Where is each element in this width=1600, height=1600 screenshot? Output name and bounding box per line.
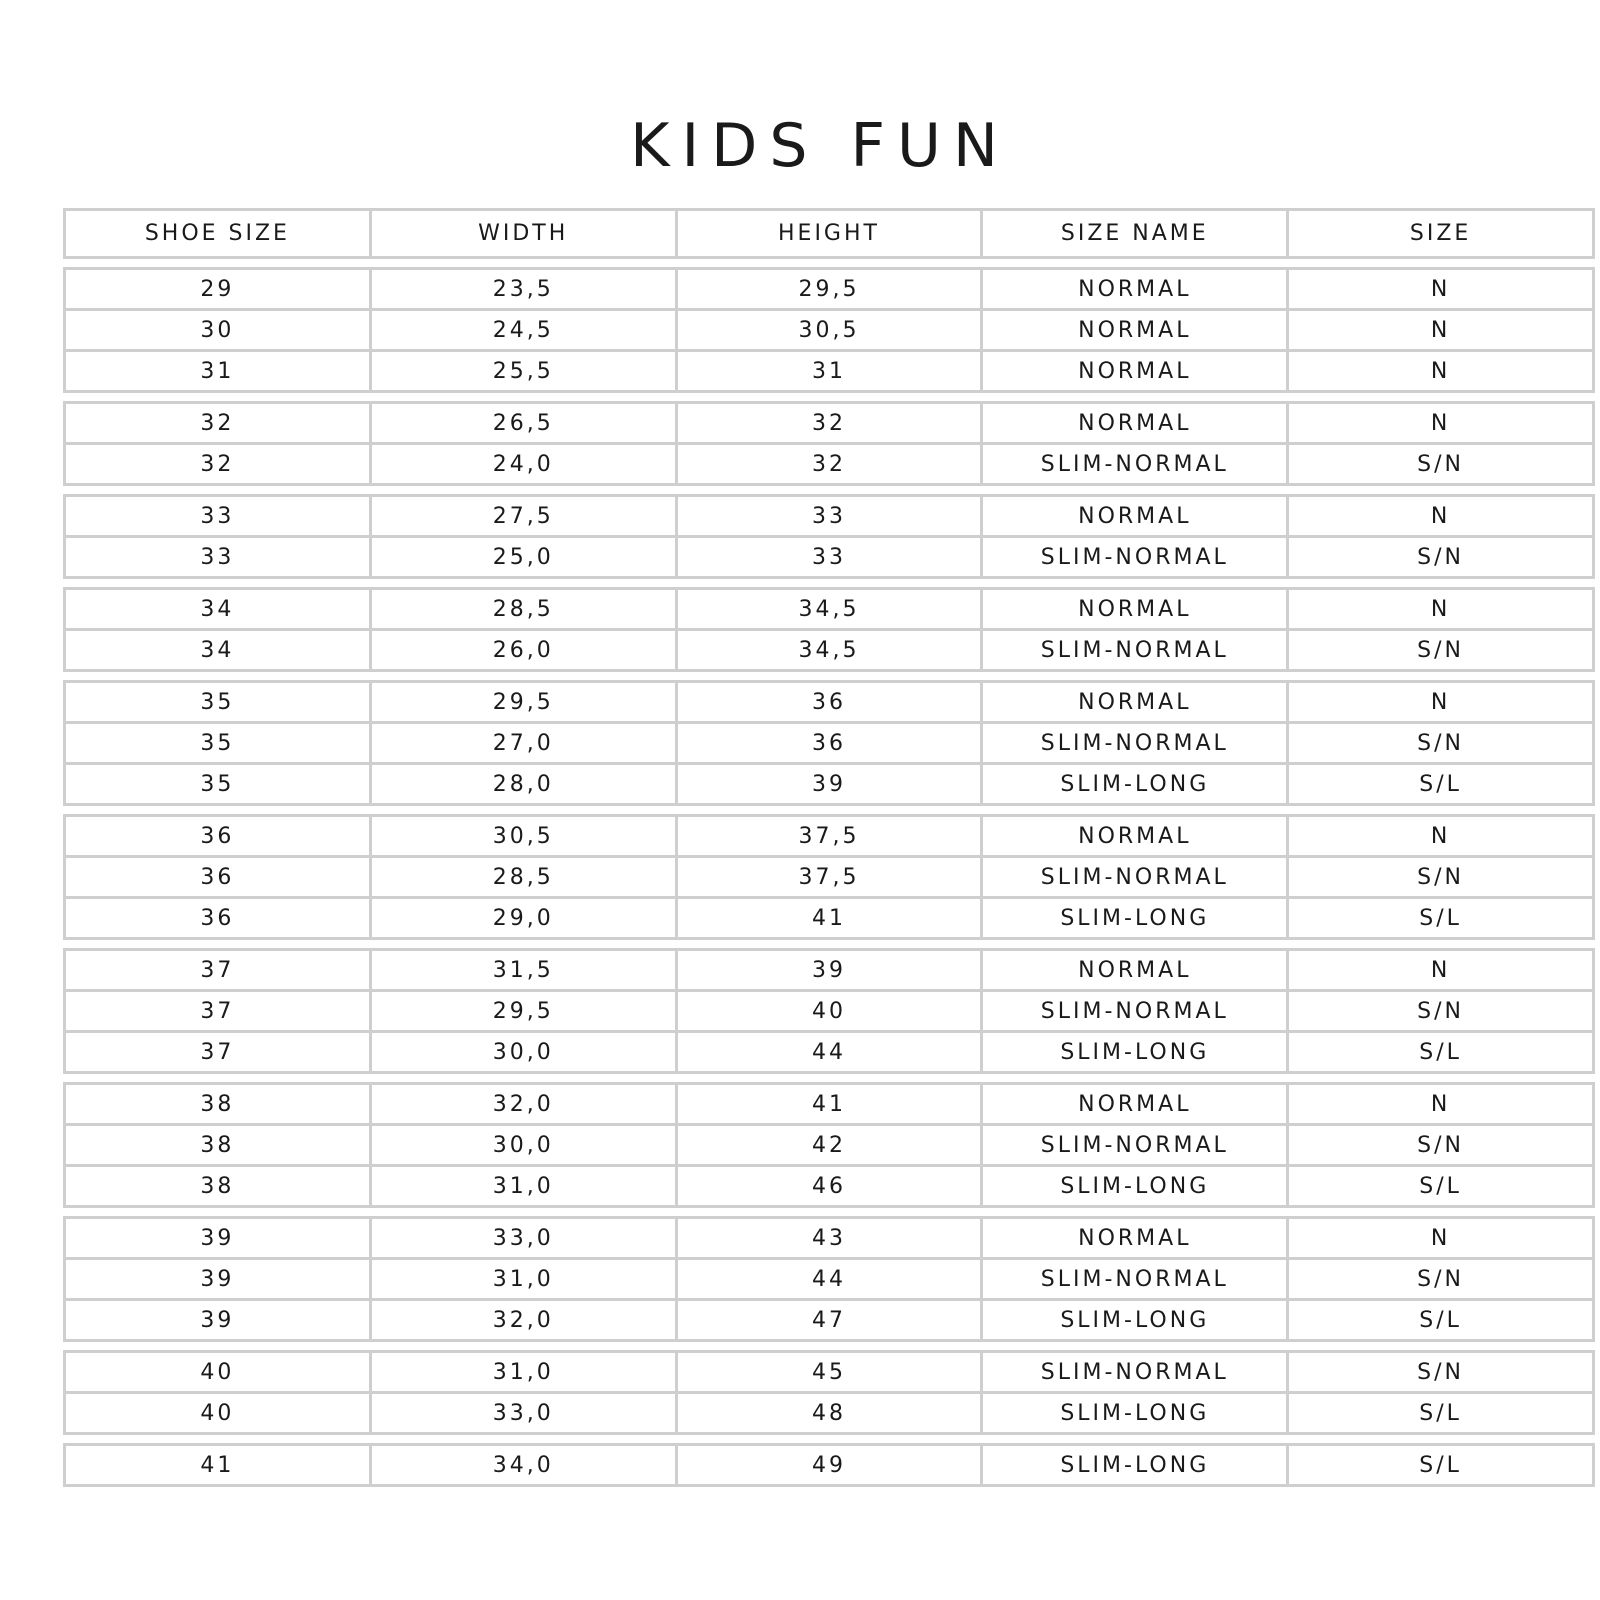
cell-width: 29,5 [369,992,675,1030]
cell-width: 24,5 [369,311,675,349]
cell-shoe-size: 41 [200,1452,235,1478]
cell-shoe-size: 36 [200,864,235,890]
table-row [66,1446,1592,1484]
header-size: SIZE [1286,211,1592,256]
cell-shoe-size: 33 [200,503,235,529]
cell-height: 49 [675,1446,981,1484]
cell-size: S/N [1286,631,1592,669]
cell-height: 34,5 [675,590,981,628]
table-row [66,590,1592,628]
cell-size-name: SLIM-LONG [980,1167,1286,1205]
table-row [66,270,1592,308]
cell-width: 34,0 [369,1446,675,1484]
cell-shoe-size: 30 [200,317,235,343]
cell-width: 27,0 [369,724,675,762]
page-title: KIDS FUN [630,111,1010,181]
cell-size-name: NORMAL [980,1085,1286,1123]
cell-size-name: SLIM-NORMAL [980,1126,1286,1164]
cell-width: 32,0 [369,1301,675,1339]
table-row [66,628,1592,669]
table-header [63,208,1595,259]
cell-size-name: SLIM-NORMAL [980,1353,1286,1391]
cell-shoe-size: 39 [200,1225,235,1251]
cell-shoe-size: 38 [200,1091,235,1117]
cell-width: 26,5 [369,404,675,442]
table-body [63,267,1595,1487]
size-group [63,401,1595,486]
cell-height: 34,5 [675,631,981,669]
cell-size-name: NORMAL [980,497,1286,535]
cell-height: 31 [675,352,981,390]
cell-size-name: SLIM-LONG [980,1033,1286,1071]
header-size-name: SIZE NAME [980,211,1286,256]
cell-shoe-size: 38 [200,1132,235,1158]
cell-width: 24,0 [369,445,675,483]
cell-size: S/L [1286,1394,1592,1432]
cell-width: 31,0 [369,1167,675,1205]
cell-shoe-size: 40 [200,1359,235,1385]
cell-size-name: SLIM-NORMAL [980,538,1286,576]
table-row [66,535,1592,576]
cell-size: N [1286,683,1592,721]
cell-shoe-size: 40 [200,1400,235,1426]
cell-size-name: SLIM-LONG [980,1394,1286,1432]
size-group [63,948,1595,1074]
table-row [66,951,1592,989]
table-row [66,896,1592,937]
cell-shoe-size: 34 [200,637,235,663]
table-row [66,404,1592,442]
table-row [66,1085,1592,1123]
cell-size: N [1286,590,1592,628]
header-row [66,211,1592,256]
cell-width: 26,0 [369,631,675,669]
cell-height: 47 [675,1301,981,1339]
cell-height: 37,5 [675,858,981,896]
cell-width: 29,5 [369,683,675,721]
cell-shoe-size: 33 [200,544,235,570]
cell-height: 39 [675,951,981,989]
cell-height: 39 [675,765,981,803]
cell-size: N [1286,1085,1592,1123]
cell-size: S/L [1286,1301,1592,1339]
cell-size-name: NORMAL [980,951,1286,989]
cell-size-name: NORMAL [980,352,1286,390]
size-group [63,1216,1595,1342]
cell-height: 42 [675,1126,981,1164]
cell-shoe-size: 35 [200,689,235,715]
cell-height: 32 [675,404,981,442]
table-row [66,349,1592,390]
cell-shoe-size: 39 [200,1307,235,1333]
cell-width: 23,5 [369,270,675,308]
cell-height: 44 [675,1033,981,1071]
cell-height: 36 [675,724,981,762]
cell-size: S/L [1286,899,1592,937]
cell-size: S/N [1286,724,1592,762]
cell-shoe-size: 31 [200,358,235,384]
cell-size-name: NORMAL [980,817,1286,855]
header-shoe-size: SHOE SIZE [144,221,290,246]
cell-shoe-size: 35 [200,730,235,756]
cell-shoe-size: 39 [200,1266,235,1292]
cell-size: S/L [1286,1167,1592,1205]
size-group [63,1082,1595,1208]
cell-width: 28,0 [369,765,675,803]
cell-height: 44 [675,1260,981,1298]
cell-size-name: SLIM-LONG [980,765,1286,803]
cell-shoe-size: 32 [200,410,235,436]
cell-width: 31,0 [369,1260,675,1298]
table-row [66,721,1592,762]
cell-height: 33 [675,538,981,576]
cell-shoe-size: 37 [200,1039,235,1065]
cell-shoe-size: 35 [200,771,235,797]
size-group [63,587,1595,672]
cell-size: S/N [1286,1353,1592,1391]
cell-shoe-size: 36 [200,823,235,849]
cell-shoe-size: 38 [200,1173,235,1199]
table-row [66,683,1592,721]
cell-width: 29,0 [369,899,675,937]
cell-size: N [1286,404,1592,442]
size-group [63,1443,1595,1487]
cell-height: 40 [675,992,981,1030]
cell-size: S/L [1286,1446,1592,1484]
cell-size-name: SLIM-NORMAL [980,445,1286,483]
cell-height: 46 [675,1167,981,1205]
cell-shoe-size: 36 [200,905,235,931]
size-group [63,1350,1595,1435]
cell-size-name: SLIM-LONG [980,1446,1286,1484]
cell-width: 27,5 [369,497,675,535]
cell-height: 43 [675,1219,981,1257]
table-row [66,1298,1592,1339]
cell-size-name: SLIM-NORMAL [980,631,1286,669]
cell-size: S/N [1286,538,1592,576]
cell-size: N [1286,951,1592,989]
cell-width: 33,0 [369,1219,675,1257]
cell-size: S/N [1286,445,1592,483]
cell-size: S/L [1286,765,1592,803]
cell-width: 25,5 [369,352,675,390]
cell-shoe-size: 29 [200,276,235,302]
cell-width: 30,5 [369,817,675,855]
table-row [66,497,1592,535]
table-row [66,1391,1592,1432]
table-row [66,855,1592,896]
cell-size-name: SLIM-NORMAL [980,724,1286,762]
cell-shoe-size: 32 [200,451,235,477]
size-group [63,267,1595,393]
table-row [66,762,1592,803]
cell-size-name: NORMAL [980,311,1286,349]
cell-size-name: NORMAL [980,1219,1286,1257]
cell-width: 30,0 [369,1126,675,1164]
cell-size-name: SLIM-NORMAL [980,858,1286,896]
cell-size-name: NORMAL [980,270,1286,308]
cell-height: 36 [675,683,981,721]
cell-shoe-size: 34 [200,596,235,622]
cell-size: S/N [1286,858,1592,896]
size-group [63,814,1595,940]
table-row [66,308,1592,349]
cell-height: 30,5 [675,311,981,349]
cell-size: N [1286,497,1592,535]
table-row [66,817,1592,855]
cell-shoe-size: 37 [200,998,235,1024]
cell-width: 30,0 [369,1033,675,1071]
cell-width: 28,5 [369,590,675,628]
cell-width: 33,0 [369,1394,675,1432]
cell-size-name: NORMAL [980,404,1286,442]
cell-width: 28,5 [369,858,675,896]
cell-shoe-size: 37 [200,957,235,983]
cell-size: N [1286,270,1592,308]
cell-size: S/N [1286,992,1592,1030]
table-row [66,1123,1592,1164]
table-row [66,1164,1592,1205]
cell-size: N [1286,817,1592,855]
cell-width: 32,0 [369,1085,675,1123]
cell-height: 32 [675,445,981,483]
table-row [66,1219,1592,1257]
cell-size: S/L [1286,1033,1592,1071]
cell-height: 48 [675,1394,981,1432]
cell-size-name: NORMAL [980,590,1286,628]
size-group [63,494,1595,579]
table-row [66,1353,1592,1391]
cell-size: S/N [1286,1260,1592,1298]
size-group [63,680,1595,806]
cell-width: 31,5 [369,951,675,989]
cell-height: 33 [675,497,981,535]
cell-size-name: SLIM-NORMAL [980,1260,1286,1298]
cell-width: 31,0 [369,1353,675,1391]
header-height: HEIGHT [675,211,981,256]
table-row [66,442,1592,483]
table-row [66,1257,1592,1298]
header-width: WIDTH [369,211,675,256]
cell-height: 45 [675,1353,981,1391]
cell-size-name: SLIM-LONG [980,1301,1286,1339]
cell-size: N [1286,311,1592,349]
cell-height: 41 [675,899,981,937]
cell-size: N [1286,1219,1592,1257]
page-title-container [0,108,1600,184]
table-row [66,989,1592,1030]
cell-width: 25,0 [369,538,675,576]
table-row [66,1030,1592,1071]
cell-size-name: SLIM-NORMAL [980,992,1286,1030]
size-chart-table [63,208,1595,1495]
cell-height: 37,5 [675,817,981,855]
cell-size-name: NORMAL [980,683,1286,721]
cell-size: N [1286,352,1592,390]
cell-height: 41 [675,1085,981,1123]
cell-height: 29,5 [675,270,981,308]
cell-size-name: SLIM-LONG [980,899,1286,937]
cell-size: S/N [1286,1126,1592,1164]
